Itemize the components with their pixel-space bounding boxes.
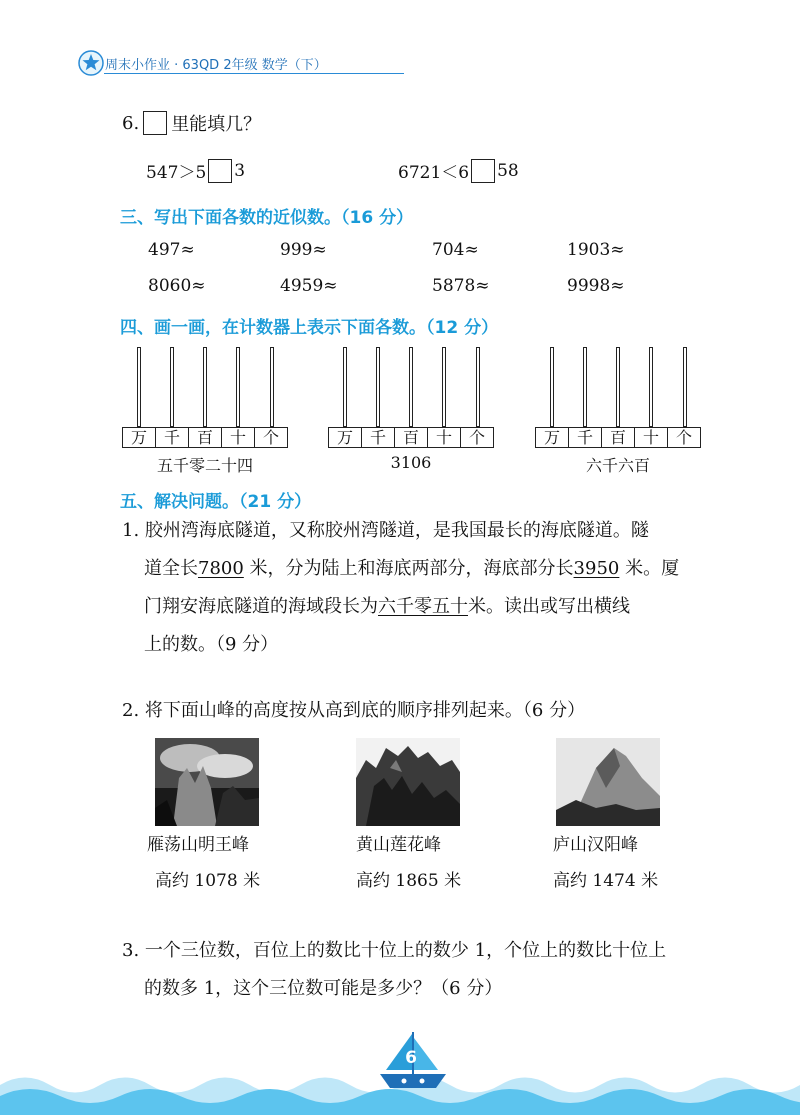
- q6-text: 里能填几？: [171, 114, 262, 135]
- abacus-2-label: 3106: [390, 453, 432, 472]
- q6-expression-2: [398, 158, 519, 183]
- abacus-base: [328, 427, 494, 448]
- mountain-height-1: 高约 1078 米: [155, 871, 261, 891]
- place-wan: 万: [536, 428, 569, 447]
- place-wan: 万: [123, 428, 156, 447]
- expr1-answer-box[interactable]: [208, 159, 232, 183]
- page-number: 6: [405, 1048, 417, 1068]
- mountain-name-1: 雁荡山明王峰: [147, 835, 249, 855]
- section5-title: 五、解决问题。（21 分）: [120, 492, 312, 512]
- approx-item: 497≈: [148, 240, 195, 260]
- place-shi: 十: [428, 428, 461, 447]
- abacus-rod: [409, 347, 413, 427]
- place-shi: 十: [635, 428, 668, 447]
- place-shi: 十: [222, 428, 255, 447]
- approx-item: 5878≈: [432, 276, 490, 296]
- underlined-number-7800: 7800: [198, 558, 244, 579]
- text-fragment: 米，分为陆上和海底两部分，海底部分长: [243, 558, 574, 579]
- problem-3: [122, 932, 666, 1008]
- place-qian: 千: [362, 428, 395, 447]
- expr1-left: 547＞5: [146, 163, 207, 183]
- approx-item: 999≈: [280, 240, 327, 260]
- abacus-base: [122, 427, 288, 448]
- expr2-right: 58: [497, 160, 519, 181]
- mountain-name-3: 庐山汉阳峰: [553, 835, 638, 855]
- abacus-rod: [616, 347, 620, 427]
- problem-1-line-2: [122, 550, 679, 588]
- approx-item: 704≈: [432, 240, 479, 260]
- abacus-rod: [583, 347, 587, 427]
- problem-3-line-1: 3. 一个三位数，百位上的数比十位上的数少 1，个位上的数比十位上: [122, 940, 667, 961]
- expr2-answer-box[interactable]: [471, 159, 495, 183]
- abacus-rod: [236, 347, 240, 427]
- approx-item: 4959≈: [280, 276, 338, 296]
- header-title: 周末小作业 · 63QD 2年级 数学（下）: [105, 58, 327, 73]
- expr2-left: 6721＜6: [398, 163, 470, 183]
- section3-title: 三、写出下面各数的近似数。（16 分）: [120, 208, 414, 228]
- abacus-rod: [476, 347, 480, 427]
- q6-title: [122, 110, 261, 136]
- section4-title: 四、画一画，在计数器上表示下面各数。（12 分）: [120, 318, 499, 338]
- approx-item: 1903≈: [567, 240, 625, 260]
- problem-1: [122, 512, 679, 664]
- answer-box[interactable]: [143, 111, 167, 135]
- place-ge: 个: [468, 428, 485, 447]
- page-header: [78, 50, 378, 78]
- abacus-rod: [442, 347, 446, 427]
- q6-expression-1: [146, 158, 245, 183]
- abacus-base: [535, 427, 701, 448]
- abacus-2: [328, 347, 494, 448]
- place-bai: 百: [602, 428, 635, 447]
- star-logo-icon: [78, 50, 104, 76]
- mountain-height-3: 高约 1474 米: [553, 871, 659, 891]
- problem-1-line-3: [122, 588, 679, 626]
- problem-3-line-2: 的数多 1，这个三位数可能是多少？（6 分）: [144, 978, 503, 999]
- abacus-rod: [550, 347, 554, 427]
- place-qian: 千: [156, 428, 189, 447]
- place-bai: 百: [395, 428, 428, 447]
- footer-waves: [0, 1030, 800, 1115]
- mountain-photo-1: [155, 738, 259, 826]
- text-fragment: 米。读出或写出横线: [468, 596, 630, 617]
- underlined-number-6050: 六千零五十: [378, 596, 468, 617]
- place-ge: 个: [675, 428, 692, 447]
- text-fragment: 门翔安海底隧道的海域段长为: [144, 596, 378, 617]
- abacus-rod: [137, 347, 141, 427]
- text-fragment: 米。厦: [619, 558, 680, 579]
- approx-item: 9998≈: [567, 276, 625, 296]
- text-fragment: 道全长: [144, 558, 198, 579]
- abacus-1-label: 五千零二十四: [156, 456, 253, 475]
- q6-number: 6.: [122, 112, 140, 134]
- place-bai: 百: [189, 428, 222, 447]
- abacus-rod: [683, 347, 687, 427]
- abacus-rod: [203, 347, 207, 427]
- abacus-rod: [649, 347, 653, 427]
- approx-item: 8060≈: [148, 276, 206, 296]
- abacus-1: [122, 347, 288, 448]
- mountain-height-2: 高约 1865 米: [356, 871, 462, 891]
- place-qian: 千: [569, 428, 602, 447]
- abacus-3-label: 六千六百: [585, 456, 650, 475]
- abacus-rod: [170, 347, 174, 427]
- abacus-3: [535, 347, 701, 448]
- problem-2: 2. 将下面山峰的高度按从高到底的顺序排列起来。（6 分）: [122, 700, 586, 721]
- abacus-rod: [270, 347, 274, 427]
- place-ge: 个: [262, 428, 279, 447]
- mountain-photo-3: [556, 738, 660, 826]
- abacus-rod: [376, 347, 380, 427]
- place-wan: 万: [329, 428, 362, 447]
- problem-1-line-4: 上的数。（9 分）: [144, 634, 279, 655]
- underlined-number-3950: 3950: [573, 558, 620, 579]
- abacus-rod: [343, 347, 347, 427]
- problem-1-line-1: 1. 胶州湾海底隧道，又称胶州湾隧道，是我国最长的海底隧道。隧: [122, 520, 649, 541]
- header-underline: [104, 73, 404, 74]
- mountain-photo-2: [356, 738, 460, 826]
- expr1-right: 3: [234, 160, 246, 181]
- mountain-name-2: 黄山莲花峰: [356, 835, 441, 855]
